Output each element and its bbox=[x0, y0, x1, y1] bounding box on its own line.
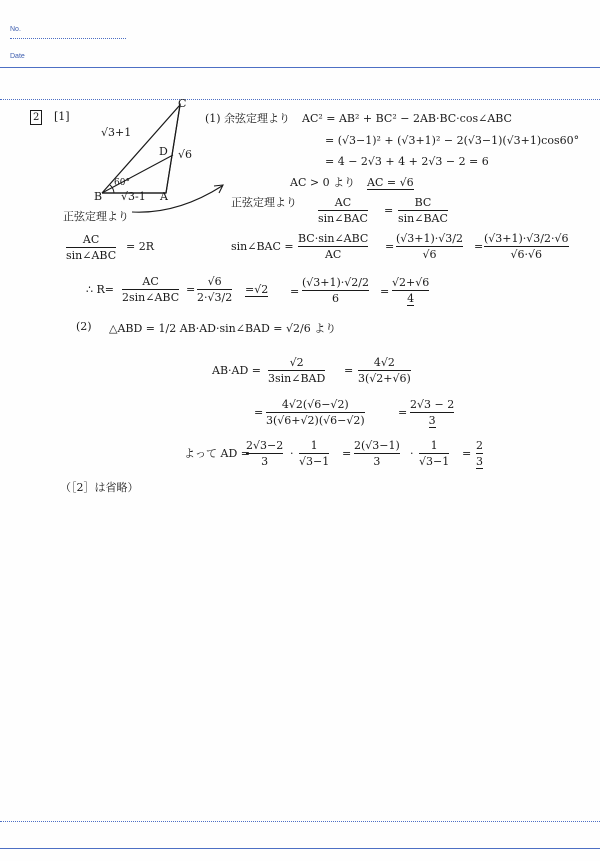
side-bc-label: √3+1 bbox=[101, 126, 132, 139]
fraction-bar bbox=[268, 370, 325, 371]
q2-label: (2) bbox=[76, 320, 92, 333]
fraction-bar bbox=[246, 453, 283, 454]
sin-bac2-eq1: = bbox=[290, 285, 300, 298]
ac-result: AC = √6 bbox=[367, 176, 414, 189]
footer-rule bbox=[0, 848, 600, 849]
sine-law-label-right: 正弦定理より bbox=[231, 196, 297, 209]
no-dotted-line bbox=[10, 38, 126, 39]
sin-bac2-fraction-2 bbox=[392, 276, 429, 306]
ad-fraction-4 bbox=[419, 439, 449, 468]
r-eq1: = bbox=[186, 283, 196, 296]
fraction-bar bbox=[410, 412, 454, 413]
ab-ad2-f2-num: 2√3 − 2 bbox=[410, 398, 455, 411]
fraction-bar bbox=[266, 412, 365, 413]
ab-ad-f2-den: 3(√2+√6) bbox=[358, 372, 411, 385]
sine-law-denominator: sin∠ABC bbox=[66, 249, 117, 262]
sin-bac-prefix: sin∠BAC = bbox=[231, 240, 294, 253]
ad-dot2: · bbox=[410, 447, 414, 460]
fraction-bar bbox=[122, 289, 179, 290]
r-fraction-1 bbox=[122, 275, 179, 304]
problem-part: [1] bbox=[54, 110, 70, 123]
vertex-d-label: D bbox=[159, 145, 168, 158]
bottom-margin-rule bbox=[0, 821, 600, 822]
fraction-bar bbox=[358, 370, 411, 371]
ad-f2-num: 1 bbox=[310, 439, 318, 452]
sine-eq-l-num: AC bbox=[334, 196, 352, 209]
fraction-bar bbox=[302, 290, 369, 291]
ad-fraction-3 bbox=[354, 439, 400, 468]
ab-ad-eq1: = bbox=[344, 364, 354, 377]
sin-bac-f2-den: √6 bbox=[422, 248, 437, 261]
sine-law-rhs: = 2R bbox=[126, 240, 154, 253]
sin-bac-eq1: = bbox=[385, 240, 395, 253]
sin-bac-fraction-1 bbox=[298, 232, 368, 261]
ad-f4-den: √3−1 bbox=[419, 455, 450, 468]
ad-fraction-1 bbox=[246, 439, 283, 468]
sine-eq-r-num: BC bbox=[414, 196, 432, 209]
ab-ad2-eq2: = bbox=[398, 406, 408, 419]
sin-bac-fraction-2 bbox=[396, 232, 463, 261]
cosine-law-label: 余弦定理より bbox=[224, 112, 290, 125]
fraction-bar bbox=[392, 290, 429, 291]
cosine-line-3: = 4 − 2√3 + 4 + 2√3 − 2 = 6 bbox=[325, 155, 489, 168]
sine-law-numerator: AC bbox=[82, 233, 100, 246]
fraction-bar bbox=[318, 210, 368, 211]
ad-f5-num: 2 bbox=[476, 439, 483, 452]
sine-law-label-left: 正弦定理より bbox=[63, 210, 129, 223]
ad-fraction-5 bbox=[476, 439, 483, 469]
fraction-bar bbox=[398, 210, 448, 211]
ad-f1-den: 3 bbox=[261, 455, 269, 468]
ab-ad2-fraction-1 bbox=[266, 398, 365, 427]
ad-eq2: = bbox=[462, 447, 472, 460]
vertex-b-label: B bbox=[94, 190, 103, 203]
fraction-bar bbox=[396, 246, 463, 247]
sin-bac-f3-num: (√3+1)·√3/2·√6 bbox=[484, 232, 569, 245]
date-label: Date bbox=[10, 53, 25, 60]
ab-ad-f1-den: 3sin∠BAD bbox=[268, 372, 326, 385]
sin-bac-f1-den: AC bbox=[324, 248, 342, 261]
r-prefix: ∴ R= bbox=[86, 283, 114, 296]
ab-ad2-fraction-2 bbox=[410, 398, 454, 428]
sin-bac-eq2: = bbox=[474, 240, 484, 253]
curved-arrow-icon bbox=[130, 180, 230, 220]
fraction-bar bbox=[354, 453, 400, 454]
angle-b-label: 60° bbox=[114, 178, 130, 188]
r-f2-den: 2·√3/2 bbox=[197, 291, 233, 304]
vertex-a-label: A bbox=[160, 190, 168, 203]
ab-ad2-eq1: = bbox=[254, 406, 264, 419]
q1-label: (1) bbox=[205, 112, 221, 125]
sin-bac-f2-num: (√3+1)·√3/2 bbox=[396, 232, 464, 245]
side-ad-label: √6 bbox=[178, 148, 193, 161]
sin-bac2-eq2: = bbox=[380, 285, 390, 298]
ad-dot1: · bbox=[290, 447, 294, 460]
fraction-bar bbox=[197, 289, 232, 290]
problem-number: 2 bbox=[30, 110, 42, 125]
ad-f5-den: 3 bbox=[476, 455, 483, 468]
r-fraction-2 bbox=[197, 275, 232, 304]
ab-ad2-f1-den: 3(√6+√2)(√6−√2) bbox=[266, 414, 365, 427]
cosine-line-1: AC² = AB² + BC² − 2AB·BC·cos∠ABC bbox=[302, 112, 512, 125]
fraction-bar bbox=[66, 247, 116, 248]
r-f1-den: 2sin∠ABC bbox=[122, 291, 180, 304]
vertex-c-label: C bbox=[178, 97, 187, 110]
ad-f1-num: 2√3−2 bbox=[246, 439, 284, 452]
header-rule bbox=[0, 67, 600, 68]
area-equation: △ABD = 1/2 AB·AD·sin∠BAD = √2/6 より bbox=[109, 322, 337, 335]
ad-f2-den: √3−1 bbox=[299, 455, 330, 468]
fraction-bar bbox=[484, 246, 569, 247]
footnote: （［2］は省略） bbox=[60, 481, 139, 494]
ab-ad-fraction-2 bbox=[358, 356, 411, 385]
sine-eq-r-den: sin∠BAC bbox=[398, 212, 448, 225]
ab-ad-prefix: AB·AD = bbox=[212, 364, 262, 377]
sin-bac-fraction-3 bbox=[484, 232, 569, 261]
ab-ad-fraction-1 bbox=[268, 356, 325, 385]
ab-ad-f1-num: √2 bbox=[289, 356, 304, 369]
ab-ad2-f1-num: 4√2(√6−√2) bbox=[281, 398, 349, 411]
sine-eq-l-den: sin∠BAC bbox=[318, 212, 368, 225]
fraction-bar bbox=[476, 453, 483, 454]
sin-bac2-f2-den: 4 bbox=[407, 292, 415, 305]
fraction-bar bbox=[298, 246, 368, 247]
r-result: =√2 bbox=[245, 283, 269, 296]
sine-eq-equals: = bbox=[384, 204, 394, 217]
sine-law-fraction bbox=[66, 233, 116, 262]
sin-bac-f1-num: BC·sin∠ABC bbox=[298, 232, 369, 245]
ad-f3-num: 2(√3−1) bbox=[354, 439, 400, 452]
ad-f4-num: 1 bbox=[430, 439, 438, 452]
ac-positive-text: AC > 0 より bbox=[290, 176, 356, 189]
sin-bac-f3-den: √6·√6 bbox=[510, 248, 543, 261]
r-f2-num: √6 bbox=[207, 275, 222, 288]
ad-f3-den: 3 bbox=[373, 455, 381, 468]
sin-bac2-f1-den: 6 bbox=[332, 292, 339, 305]
sin-bac2-f2-num: √2+√6 bbox=[392, 276, 430, 289]
ab-ad-f2-num: 4√2 bbox=[373, 356, 395, 369]
side-ab-label: √3-1 bbox=[121, 190, 146, 203]
sine-eq-left-fraction bbox=[318, 196, 368, 225]
fraction-bar bbox=[299, 453, 329, 454]
no-label: No. bbox=[10, 26, 21, 33]
ab-ad2-f2-den: 3 bbox=[428, 414, 436, 427]
ad-eq1: = bbox=[342, 447, 352, 460]
sine-eq-right-fraction bbox=[398, 196, 448, 225]
cosine-line-2: = (√3−1)² + (√3+1)² − 2(√3−1)(√3+1)cos60° bbox=[325, 134, 580, 147]
r-f1-num: AC bbox=[142, 275, 159, 288]
fraction-bar bbox=[419, 453, 449, 454]
sin-bac2-f1-num: (√3+1)·√2/2 bbox=[302, 276, 370, 289]
sin-bac2-fraction-1 bbox=[302, 276, 369, 305]
ad-fraction-2 bbox=[299, 439, 329, 468]
ad-prefix: よって AD = bbox=[184, 447, 250, 460]
